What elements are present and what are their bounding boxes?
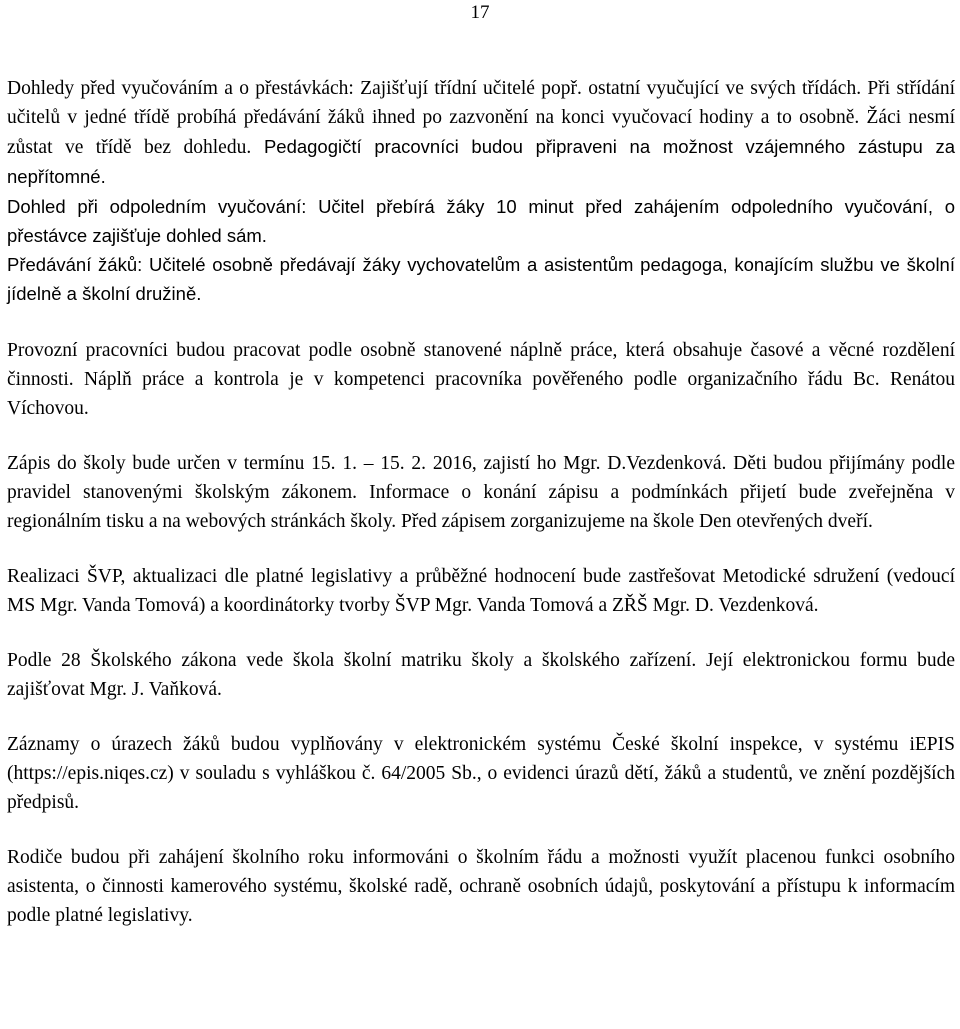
paragraph-school-register: Podle 28 Školského zákona vede škola školní matriku školy a školského zařízení. Její elektronickou formu bude zajišťovat Mgr. J. Vaňková.	[7, 650, 955, 700]
paragraph-operational-staff: Provozní pracovníci budou pracovat podle osobně stanovené náplně práce, která obsahuje časové a věcné rozdělení činnosti. Náplň práce a kontrola je v kompetenci pracovníka pověřeného podle organizačního řádu Bc. Renátou Víchovou.	[7, 340, 955, 419]
paragraph-svp: Realizaci ŠVP, aktualizaci dle platné legislativy a průběžné hodnocení bude zastřešovat Metodické sdružení (vedoucí MS Mgr. Vanda Tomová) a koordinátorky tvorby ŠVP Mgr. Vanda Tomová a ZŘŠ Mgr. D. Vezdenková.	[7, 566, 955, 616]
text-run-sans: Pedagogičtí pracovníci budou připraveni na možnost vzájemného zástupu za nepřítomné.	[7, 136, 955, 187]
document-body	[7, 74, 955, 930]
text-run: Při střídání učitelů v jedné třídě probíhá předávání žáků ihned po zazvonění na konci vyučovací hodiny a to osobně. Žáci nesmí zůstat ve třídě bez dohledu.	[7, 78, 955, 158]
paragraph-pupil-handover: Předávání žáků: Učitelé osobně předávají žáky vychovatelům a asistentům pedagoga, konajícím službu ve školní jídelně a školní družině.	[7, 254, 955, 304]
paragraph-parents-info: Rodiče budou při zahájení školního roku informováni o školním řádu a možnosti využít placenou funkci osobního asistenta, o činnosti kamerového systému, školské radě, ochraně osobních údajů, poskytování a přístupu k informacím podle platné legislativy.	[7, 847, 955, 926]
paragraph-afternoon-supervision: Dohled při odpoledním vyučování: Učitel přebírá žáky 10 minut před zahájením odpoledního vyučování, o přestávce zajišťuje dohled sám.	[7, 196, 955, 246]
text-run: Dohledy před vyučováním a o přestávkách: Zajišťují třídní učitelé popř. ostatní vyučující ve svých třídách.	[7, 78, 862, 99]
paragraph-injury-records: Záznamy o úrazech žáků budou vyplňovány v elektronickém systému České školní inspekce, v systému iEPIS (https://epis.niqes.cz) v souladu s vyhláškou č. 64/2005 Sb., o evidenci úrazů dětí, žáků a studentů, ve znění pozdějších předpisů.	[7, 734, 955, 813]
paragraph-supervision	[7, 74, 955, 192]
page-number: 17	[470, 2, 490, 23]
paragraph-enrollment: Zápis do školy bude určen v termínu 15. 1. – 15. 2. 2016, zajistí ho Mgr. D.Vezdenková. Děti budou přijímány podle pravidel stanovenými školským zákonem. Informace o konání zápisu a podmínkách přijetí bude zveřejněna v regionálním tisku a na webových stránkách školy. Před zápisem zorganizujeme na škole Den otevřených dveří.	[7, 453, 955, 532]
